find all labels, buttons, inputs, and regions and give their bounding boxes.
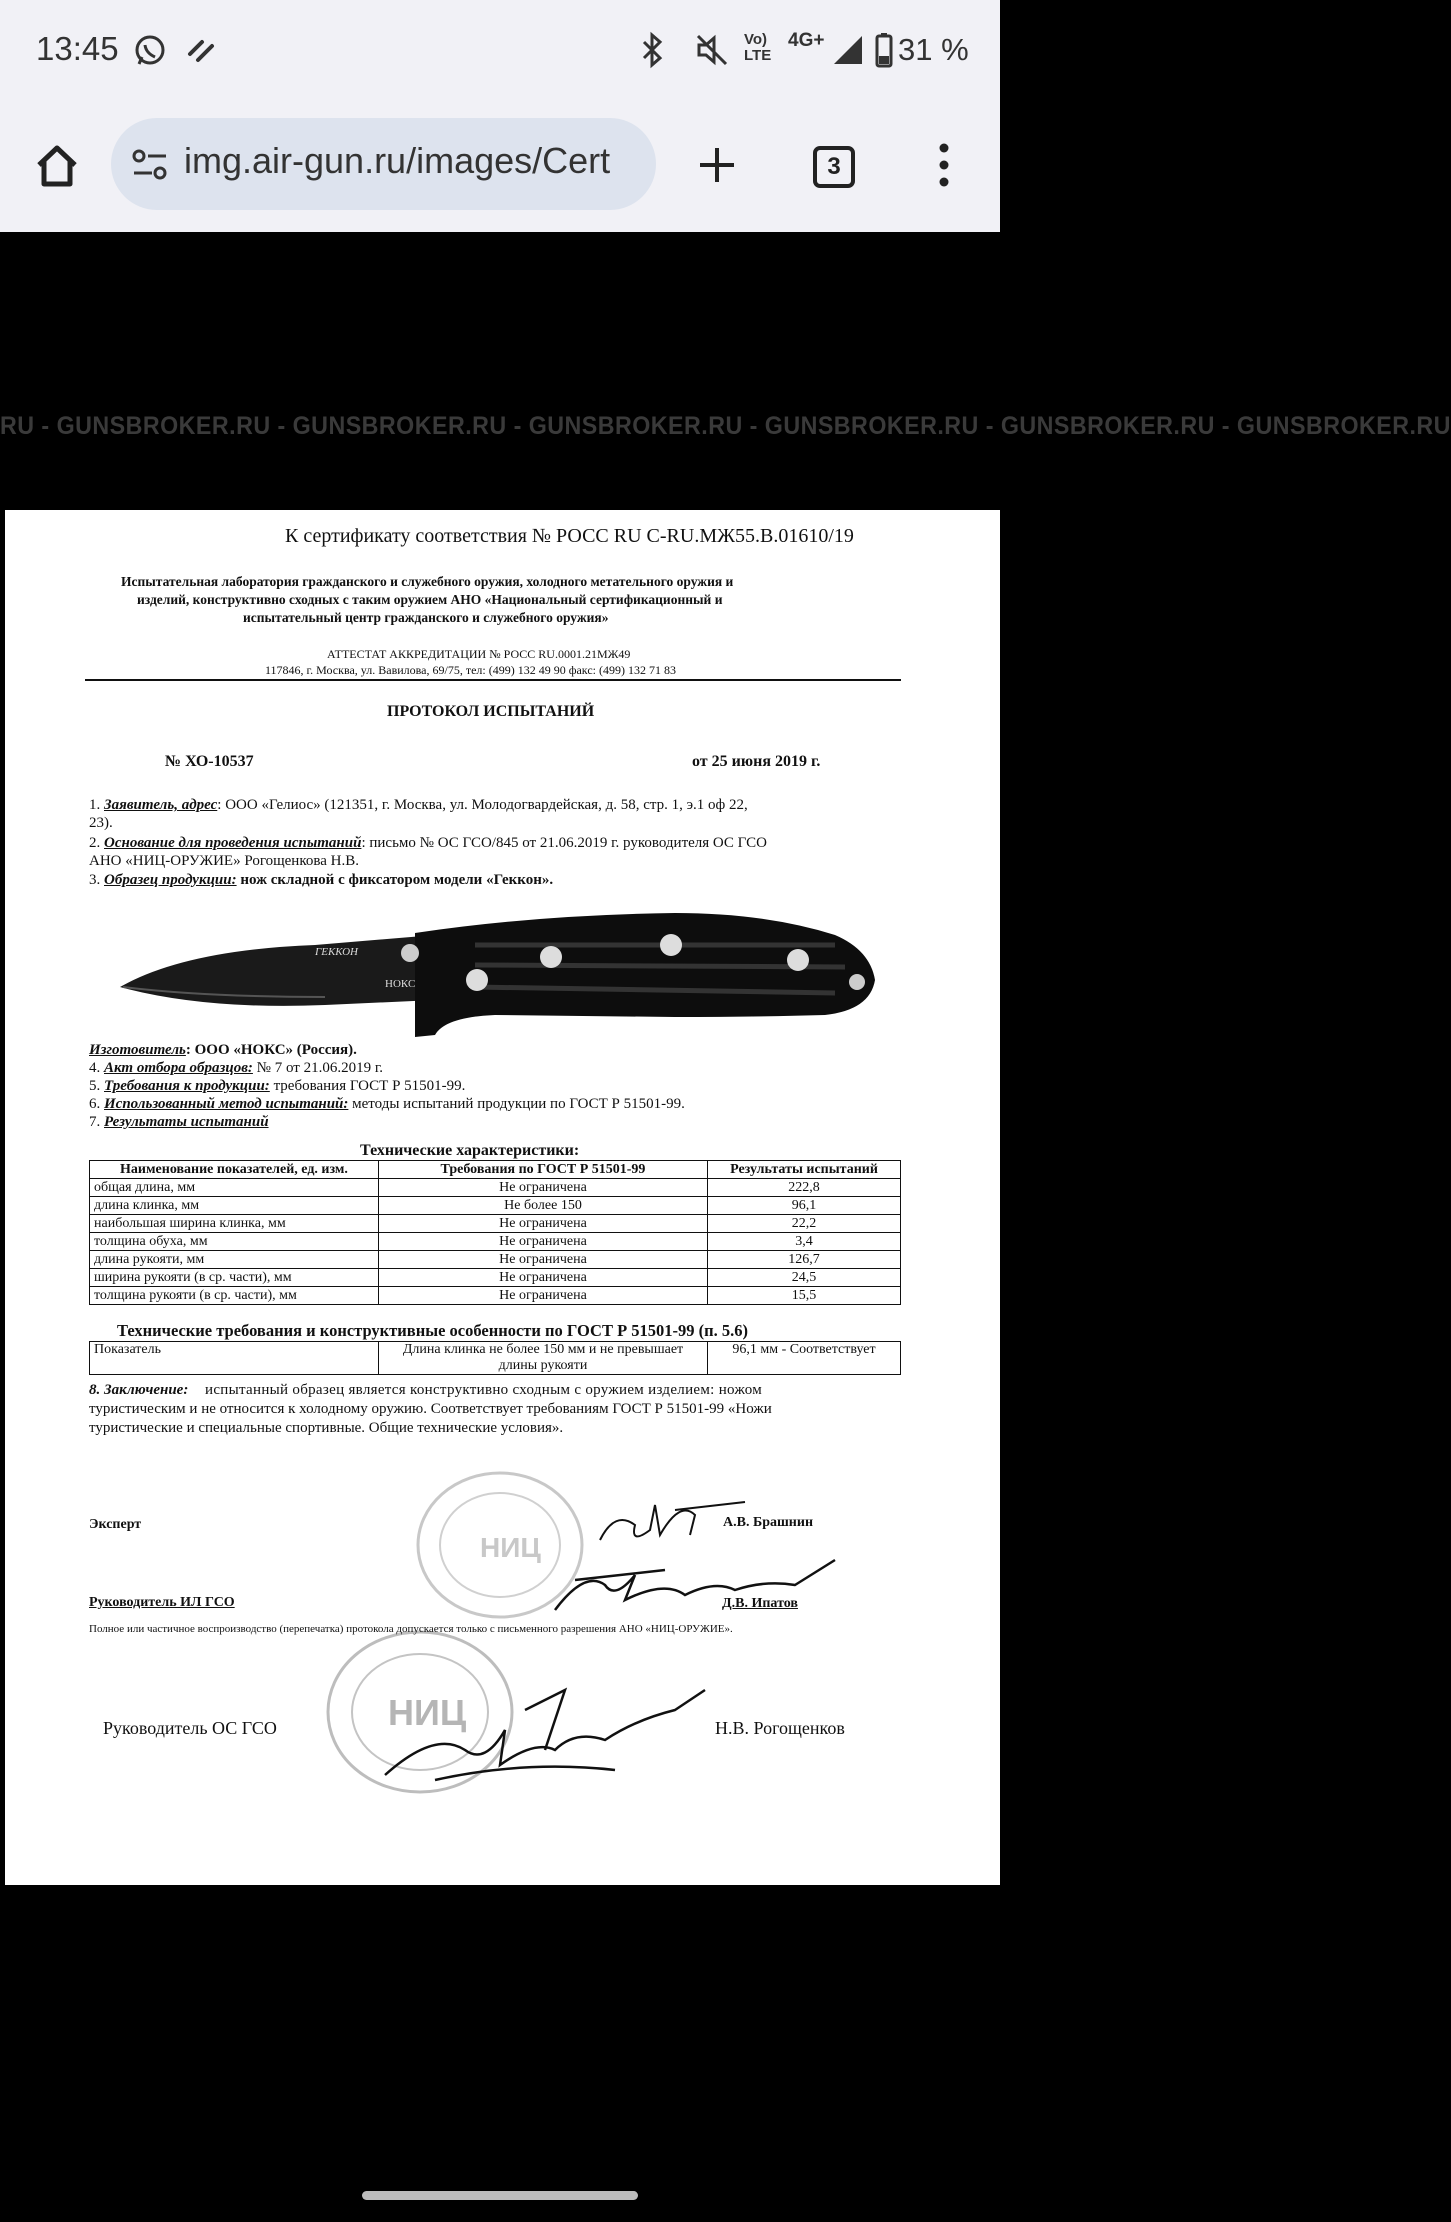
tech-title: Технические характеристики: (360, 1142, 580, 1159)
head-lab-name: Д.В. Ипатов (722, 1596, 798, 1611)
item-4-text: № 7 от 21.06.2019 г. (252, 1060, 384, 1076)
req-requirement: Длина клинка не более 150 мм и не превышает длины рукояти (379, 1342, 708, 1375)
status-time: 13:45 (36, 30, 119, 67)
cell-parameter: толщина рукояти (в ср. части), мм (90, 1287, 379, 1305)
conclusion-label: 8. Заключение: (89, 1382, 189, 1398)
new-tab-icon[interactable] (696, 144, 738, 186)
cell-parameter: длина рукояти, мм (90, 1251, 379, 1269)
stamp-text: НИЦ (388, 1692, 467, 1733)
protocol-date: от 25 июня 2019 г. (692, 753, 821, 770)
gesture-home-bar[interactable] (362, 2191, 638, 2200)
cell-requirement: Не ограничена (379, 1179, 708, 1197)
cell-parameter: общая длина, мм (90, 1179, 379, 1197)
item-2-label: Основание для проведения испытаний (104, 835, 362, 851)
item-5-text: требования ГОСТ Р 51501-99. (269, 1078, 466, 1094)
cell-parameter: длина клинка, мм (90, 1197, 379, 1215)
cell-parameter: наибольшая ширина клинка, мм (90, 1215, 379, 1233)
table-header-row (90, 1161, 901, 1179)
cell-requirement: Не ограничена (379, 1251, 708, 1269)
knife-maker-logo: НОКС (385, 978, 416, 990)
head-os-name: Н.В. Рогощенков (715, 1718, 845, 1738)
table-row (90, 1269, 901, 1287)
certificate-reference: К сертификату соответствия № РОСС RU C-RU.МЖ55.В.01610/19 (285, 525, 854, 547)
header-rule (85, 679, 901, 681)
table-row (90, 1342, 901, 1375)
status-bar (0, 0, 1000, 100)
item-4: 4. Акт отбора образцов: № 7 от 21.06.2019 г. (89, 1060, 384, 1076)
manufacturer-label: Изготовитель (89, 1042, 186, 1058)
cell-result: 222,8 (708, 1179, 901, 1197)
site-settings-icon[interactable] (130, 147, 170, 183)
item-3: 3. Образец продукции: нож складной с фиксатором модели «Геккон». (89, 872, 554, 888)
cell-parameter: толщина обуха, мм (90, 1233, 379, 1251)
lab-header-line-3: испытательный центр гражданского и служебного оружия» (243, 610, 609, 625)
reproduction-note: Полное или частичное воспроизводство (перепечатка) протокола допускается только с письменного разрешения АНО «НИЦ-ОРУЖИЕ». (89, 1623, 733, 1635)
knife-image (115, 905, 885, 1040)
manufacturer-text: : ООО «НОКС» (Россия). (185, 1042, 357, 1058)
head-lab-label: Руководитель ИЛ ГСО (89, 1595, 235, 1610)
tab-count: 3 (827, 153, 841, 180)
item-7: 7. Результаты испытаний (89, 1114, 269, 1130)
tab-switcher-button[interactable] (813, 146, 855, 188)
cell-requirement: Не ограничена (379, 1233, 708, 1251)
lab-header-line-2: изделий, конструктивно сходных с таким оружием АНО «Национальный сертификационный и (137, 592, 723, 607)
cell-parameter: ширина рукояти (в ср. части), мм (90, 1269, 379, 1287)
table-row (90, 1233, 901, 1251)
item-1-text: : ООО «Гелиос» (121351, г. Москва, ул. Молодогвардейская, д. 58, стр. 1, э.1 оф 22, (217, 797, 748, 813)
col-header: Наименование показателей, ед. изм. (90, 1161, 379, 1179)
manufacturer (89, 1042, 357, 1059)
sync-icon (186, 34, 218, 66)
battery-icon (874, 32, 894, 68)
item-6-label: Использованный метод испытаний: (104, 1096, 349, 1112)
col-header: Требования по ГОСТ Р 51501-99 (379, 1161, 708, 1179)
item-3-label: Образец продукции: (104, 872, 237, 888)
volte-label: Vo) LTE (744, 31, 772, 64)
item-5-label: Требования к продукции: (104, 1078, 270, 1094)
head-os-label: Руководитель ОС ГСО (103, 1718, 277, 1738)
item-2: 2. Основание для проведения испытаний: письмо № ОС ГСО/845 от 21.06.2019 г. руководителя ОС ГСО (89, 835, 767, 851)
conclusion-line-2: туристическим и не относится к холодному оружию. Соответствует требованиям ГОСТ Р 51501-99 «Ножи (89, 1401, 772, 1417)
req-result: 96,1 мм - Соответствует (708, 1342, 901, 1375)
watermark-banner: RU - GUNSBROKER.RU - GUNSBROKER.RU - GUNSBROKER.RU - GUNSBROKER.RU - GUNSBROKER.RU - GUNSBROKER.RU (0, 412, 1451, 440)
certificate-document (5, 510, 1000, 1885)
item-2-cont: АНО «НИЦ-ОРУЖИЕ» Рогощенкова Н.В. (89, 853, 359, 869)
item-6: 6. Использованный метод испытаний: методы испытаний продукции по ГОСТ Р 51501-99. (89, 1096, 685, 1112)
signal-icon (832, 34, 864, 66)
item-1-cont: 23). (89, 815, 113, 831)
upper-stamp-text: НИЦ (480, 1532, 541, 1563)
conclusion-line-3: туристические и специальные спортивные. Общие технические условия». (89, 1420, 564, 1436)
lab-header-line-1: Испытательная лаборатория гражданского и служебного оружия, холодного метательного оружия и (121, 574, 734, 589)
head-lab-signature (545, 1540, 845, 1620)
head-os-signature (375, 1670, 715, 1790)
home-icon[interactable] (34, 143, 80, 189)
item-6-text: методы испытаний продукции по ГОСТ Р 51501-99. (348, 1096, 685, 1112)
cell-result: 96,1 (708, 1197, 901, 1215)
cell-requirement: Не ограничена (379, 1269, 708, 1287)
accreditation: АТТЕСТАТ АККРЕДИТАЦИИ № РОСС RU.0001.21МЖ49 (327, 647, 631, 661)
more-menu-icon[interactable] (934, 140, 954, 190)
lab-address: 117846, г. Москва, ул. Вавилова, 69/75, тел: (499) 132 49 90 факс: (499) 132 71 83 (265, 663, 676, 677)
cell-result: 22,2 (708, 1215, 901, 1233)
protocol-title: ПРОТОКОЛ ИСПЫТАНИЙ (387, 703, 595, 720)
cell-requirement: Не более 150 (379, 1197, 708, 1215)
item-2-text: : письмо № ОС ГСО/845 от 21.06.2019 г. руководителя ОС ГСО (361, 835, 767, 851)
protocol-number: № ХО-10537 (165, 753, 254, 770)
cell-result: 3,4 (708, 1233, 901, 1251)
table-row (90, 1215, 901, 1233)
item-5: 5. Требования к продукции: требования ГОСТ Р 51501-99. (89, 1078, 466, 1094)
col-header: Результаты испытаний (708, 1161, 901, 1179)
item-4-label: Акт отбора образцов: (104, 1060, 253, 1076)
cell-result: 126,7 (708, 1251, 901, 1269)
requirements-table (89, 1341, 901, 1375)
table-row (90, 1251, 901, 1269)
mute-icon (694, 32, 730, 68)
url-text[interactable]: img.air-gun.ru/images/Cert (184, 140, 611, 181)
cell-requirement: Не ограничена (379, 1287, 708, 1305)
cell-requirement: Не ограничена (379, 1215, 708, 1233)
expert-label: Эксперт (89, 1517, 142, 1532)
whatsapp-icon (133, 34, 167, 68)
item-7-label: Результаты испытаний (104, 1114, 269, 1130)
req-indicator: Показатель (90, 1342, 379, 1375)
item-1: 1. Заявитель, адрес: ООО «Гелиос» (121351, г. Москва, ул. Молодогвардейская, д. 58, стр. 1, э.1 оф 22, (89, 797, 748, 813)
item-1-label: Заявитель, адрес (104, 797, 218, 813)
bluetooth-icon (638, 32, 668, 68)
expert-name: А.В. Брашнин (723, 1515, 814, 1530)
knife-brand-label: ГЕККОН (315, 946, 358, 958)
requirements-title: Технические требования и конструктивные особенности по ГОСТ Р 51501-99 (п. 5.6) (117, 1321, 749, 1340)
cell-result: 24,5 (708, 1269, 901, 1287)
cell-result: 15,5 (708, 1287, 901, 1305)
table-row (90, 1197, 901, 1215)
specs-table (89, 1160, 901, 1305)
conclusion-line-1: испытанный образец является конструктивно сходным с оружием изделием: ножом (205, 1382, 763, 1398)
table-row (90, 1179, 901, 1197)
item-3-text: нож складной с фиксатором модели «Геккон». (236, 872, 554, 888)
network-type: 4G+ (788, 30, 825, 51)
table-row (90, 1287, 901, 1305)
battery-percent: 31 % (898, 32, 969, 67)
